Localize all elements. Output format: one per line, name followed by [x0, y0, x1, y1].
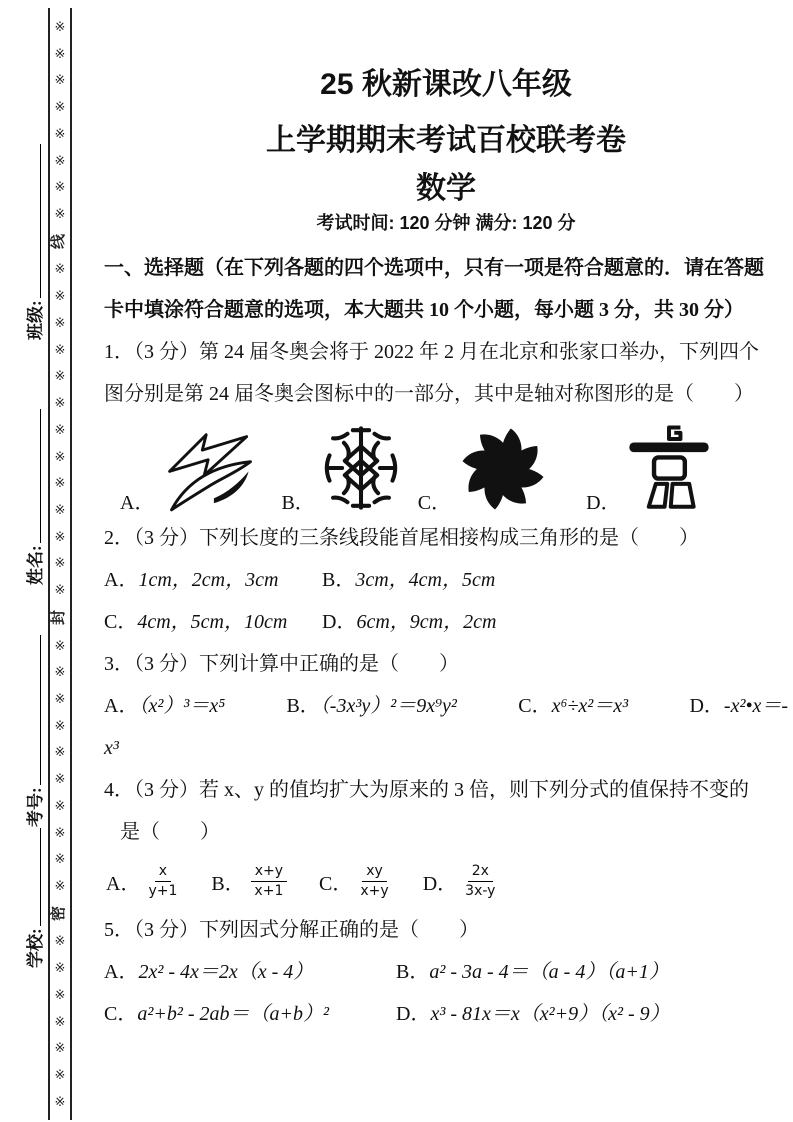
reference-mark: ※: [54, 421, 66, 437]
class-blank-line: [26, 144, 41, 298]
reference-mark: ※: [54, 45, 66, 61]
reference-mark: ※: [54, 1040, 66, 1056]
seal-character: 密: [51, 905, 68, 921]
reference-mark: ※: [54, 1093, 66, 1109]
question-1-options: [104, 415, 788, 517]
reference-mark: ※: [54, 368, 66, 384]
exam-number-label: 考号:: [26, 787, 45, 827]
fraction: $\frac{x+y}{x+1}$: [251, 863, 287, 900]
class-label: 班级:: [26, 300, 45, 340]
q1-option-d-label: D．: [586, 492, 621, 514]
inukshuk-icon: [625, 423, 713, 513]
question-4-line2: 是（ ）: [120, 821, 220, 843]
q1-option-c-label: C．: [417, 492, 452, 514]
exam-content: [104, 0, 788, 1035]
question-2-options-row1: [104, 559, 788, 601]
question-5-text: 5．（3 分）下列因式分解正确的是（ ）: [104, 919, 479, 941]
reference-mark: ※: [54, 288, 66, 304]
ornamental-snowflake-icon: [319, 423, 403, 513]
reference-mark: ※: [54, 72, 66, 88]
q5-option-d: D．x³ - 81x＝x（x²+9）（x² - 9）: [396, 1003, 670, 1025]
question-3-text: 3．（3 分）下列计算中正确的是（ ）: [104, 653, 459, 675]
q4-option-d: D． $\frac{2x}{3x-y}$: [422, 862, 496, 899]
q3-option-c: C．x⁶÷x²＝x³: [518, 695, 629, 717]
q1-option-a: [120, 421, 264, 517]
question-4-options: [104, 853, 788, 909]
question-5-options-row2: [104, 993, 788, 1035]
q1-option-c: [418, 425, 551, 517]
q4-option-c: C． $\frac{xy}{x+y}$: [319, 862, 389, 899]
reference-mark: ※: [54, 314, 66, 330]
exam-number-field: [21, 635, 43, 827]
exam-subject: 数学: [416, 172, 476, 205]
reference-mark: ※: [54, 341, 66, 357]
school-label: 学校:: [26, 928, 45, 968]
question-4-line1: 4．（3 分）若 x、y 的值均扩大为原来的 3 倍，则下列分式的值保持不变的: [104, 779, 749, 801]
reference-mark: ※: [54, 501, 66, 517]
question-1-line1: 1．（3 分）第 24 届冬奥会将于 2022 年 2 月在北京和张家口举办，下列四个: [104, 341, 759, 363]
reference-mark: ※: [54, 448, 66, 464]
q5-option-c: C．a²+b² - 2ab＝（a+b）²: [104, 1003, 329, 1025]
exam-title-line2: 上学期期末考试百校联考卷: [266, 124, 626, 157]
q2-option-b: B．3cm，4cm，5cm: [322, 569, 496, 591]
question-3-options: [104, 685, 788, 727]
q1-option-b: [281, 423, 402, 517]
q3-option-d: D．-x²•x＝-: [689, 695, 788, 717]
fraction: $\frac{xy}{x+y}$: [360, 862, 389, 899]
reference-mark: ※: [54, 986, 66, 1002]
reference-mark: ※: [54, 744, 66, 760]
question-2-text: 2．（3 分）下列长度的三条线段能首尾相接构成三角形的是（ ）: [104, 527, 699, 549]
reference-mark: ※: [54, 664, 66, 680]
q2-option-c: C．4cm，5cm，10cm: [104, 611, 288, 633]
reference-mark: ※: [54, 152, 66, 168]
q5-option-a: A．2x² - 4x＝2x（x - 4）: [104, 961, 314, 983]
reference-mark: ※: [54, 960, 66, 976]
q3-option-b: B．（-3x³y）²＝9x⁹y²: [286, 695, 457, 717]
reference-mark: ※: [54, 555, 66, 571]
reference-mark: ※: [54, 125, 66, 141]
name-field: [21, 409, 43, 585]
question-1-line2: 图分别是第 24 届冬奥会图标中的一部分，其中是轴对称图形的是（ ）: [104, 383, 754, 405]
q1-option-d: [586, 423, 712, 517]
reference-mark: ※: [54, 395, 66, 411]
swoosh-ribbon-icon: [158, 421, 264, 513]
reference-mark: ※: [54, 179, 66, 195]
seal-character: 线: [51, 233, 68, 249]
reference-mark: ※: [54, 690, 66, 706]
q2-option-a: A．1cm，2cm，3cm: [104, 569, 279, 591]
reference-mark: ※: [54, 851, 66, 867]
q3-option-a: A．（x²）³＝x⁵: [104, 695, 226, 717]
reference-mark: ※: [54, 475, 66, 491]
fraction: $\frac{x}{y+1}$: [148, 862, 178, 899]
name-label: 姓名:: [26, 545, 45, 585]
exam-info-line: 考试时间: 120 分钟 满分: 120 分: [316, 213, 576, 233]
reference-mark: ※: [54, 528, 66, 544]
q2-option-d: D．6cm，9cm，2cm: [322, 611, 497, 633]
reference-mark: ※: [54, 797, 66, 813]
exam-number-blank-line: [26, 635, 41, 785]
q4-option-a: A． $\frac{x}{y+1}$: [106, 862, 178, 899]
question-5-options-row1: [104, 951, 788, 993]
exam-title-line1: 25 秋新课改八年级: [320, 68, 572, 101]
section1-intro-line2: 卡中填涂符合题意的选项，本大题共 10 个小题，每小题 3 分，共 30 分）: [104, 299, 744, 321]
reference-mark: ※: [54, 637, 66, 653]
q1-option-b-label: B．: [281, 492, 315, 514]
school-field: [21, 828, 43, 968]
reference-mark: ※: [54, 99, 66, 115]
q1-option-a-label: A．: [120, 492, 155, 514]
flower-pinwheel-icon: [455, 425, 551, 513]
reference-mark: ※: [54, 206, 66, 222]
fraction: $\frac{2x}{3x-y}$: [465, 862, 496, 899]
class-field: [21, 144, 43, 340]
reference-mark: ※: [54, 261, 66, 277]
reference-mark: ※: [54, 1013, 66, 1029]
reference-mark: ※: [54, 771, 66, 787]
reference-mark: ※: [54, 582, 66, 598]
reference-mark: ※: [54, 878, 66, 893]
reference-mark: ※: [54, 1067, 66, 1083]
school-blank-line: [26, 828, 41, 926]
seal-line-strip: [48, 8, 72, 1120]
q4-option-b: B． $\frac{x+y}{x+1}$: [211, 863, 287, 900]
reference-mark: ※: [54, 933, 66, 949]
section1-intro-line1: 一、选择题（在下列各题的四个选项中，只有一项是符合题意的．请在答题: [104, 257, 764, 279]
reference-mark: ※: [54, 717, 66, 733]
q5-option-b: B．a² - 3a - 4＝（a - 4）（a+1）: [396, 961, 669, 983]
question-2-options-row2: [104, 601, 788, 643]
question-3-option-d-overflow: x³: [104, 737, 119, 759]
reference-mark: ※: [54, 824, 66, 840]
reference-mark: ※: [54, 19, 66, 34]
seal-character: 封: [51, 609, 68, 625]
name-blank-line: [26, 409, 41, 543]
